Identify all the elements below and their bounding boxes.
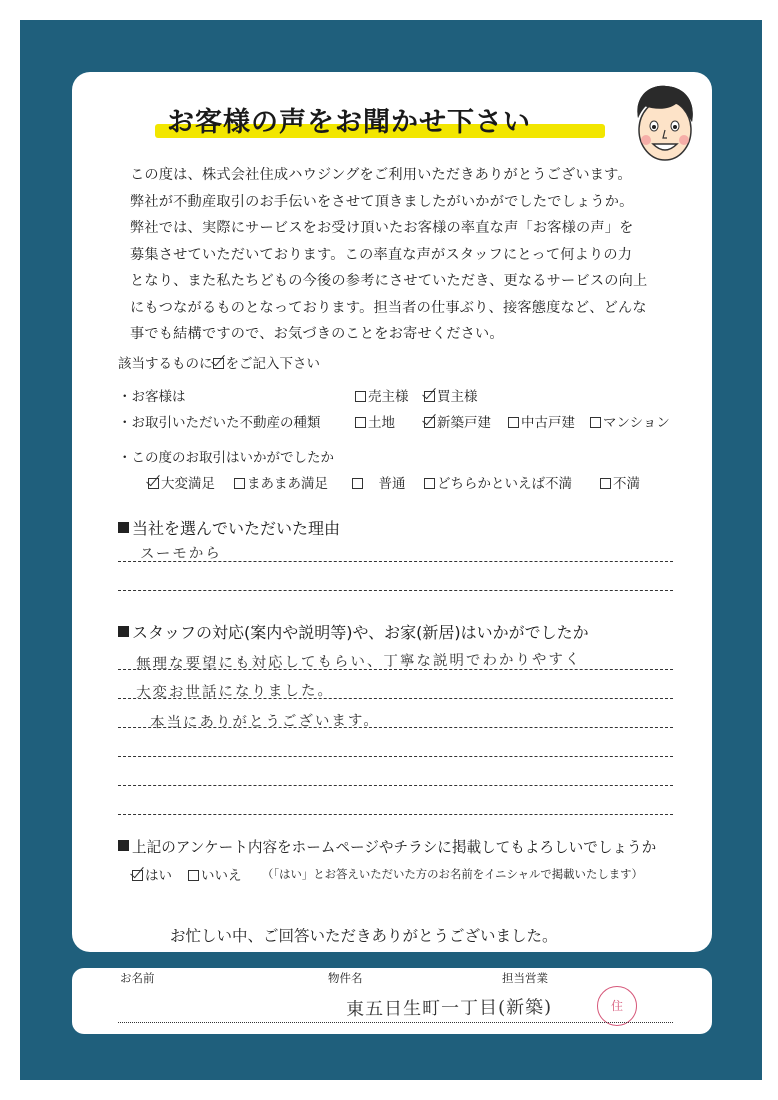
q3-heading xyxy=(118,836,656,857)
option-label: 新築戸建 xyxy=(437,415,491,431)
property-name-label: 物件名 xyxy=(328,971,363,985)
q2-answer-line3[interactable]: 本当にありがとうございます。 xyxy=(149,712,380,732)
answer-line xyxy=(118,814,673,815)
option-new-house[interactable] xyxy=(424,411,491,431)
checkbox-sample-icon xyxy=(213,358,224,369)
option-label: マンション xyxy=(603,415,670,431)
intro-line: 募集させていただいております。この率直な声がスタッフにとって何よりの力 xyxy=(130,246,633,263)
intro-line: 弊社では、実際にサービスをお受け頂いたお客様の率直な声「お客様の声」を xyxy=(130,220,634,236)
q3-heading-text: 上記のアンケート内容をホームページやチラシに掲載してもよろしいでしょうか xyxy=(132,839,657,856)
option-buyer[interactable] xyxy=(424,385,478,405)
closing-message: お忙しい中、ご回答いただきありがとうございました。 xyxy=(170,927,558,945)
q2-heading-text: スタッフの対応(案内や説明等)や、お家(新居)はいかがでしたか xyxy=(132,623,589,642)
q2-heading xyxy=(118,620,589,643)
option-label: いいえ xyxy=(201,868,242,884)
property-name-value[interactable]: 東五日生町一丁目(新築) xyxy=(345,996,553,1021)
intro-line: にもつながるものとなっております。担当者の仕事ぶり、接客態度など、どんな xyxy=(130,299,647,316)
answer-line xyxy=(118,756,673,757)
option-label: どちらかといえば不満 xyxy=(437,476,572,492)
instruction-text: 該当するものに xyxy=(118,356,213,372)
checkbox-icon[interactable] xyxy=(355,391,366,402)
option-used-house[interactable] xyxy=(508,411,575,431)
checkbox-icon[interactable] xyxy=(234,478,245,489)
option-label: 買主様 xyxy=(437,389,478,405)
intro-line: この度は、株式会社住成ハウジングをご利用いただきありがとうございます。 xyxy=(130,167,632,183)
checkbox-icon[interactable] xyxy=(600,478,611,489)
staff-face-icon xyxy=(628,82,700,164)
answer-line xyxy=(118,561,673,562)
option-label: 土地 xyxy=(368,415,395,431)
q1-heading xyxy=(118,516,340,539)
option-neutral[interactable] xyxy=(352,472,406,492)
q3-note: （「はい」とお答えいただいた方のお名前をイニシャルで掲載いたします） xyxy=(262,867,643,881)
answer-line xyxy=(118,669,673,670)
bullet-square-icon xyxy=(118,626,129,637)
answer-line xyxy=(118,698,673,699)
checkbox-icon[interactable] xyxy=(508,417,519,428)
option-label: 不満 xyxy=(613,476,640,492)
option-label: はい xyxy=(145,868,172,884)
checkbox-checked-icon[interactable] xyxy=(132,870,143,881)
check-instruction xyxy=(118,352,320,372)
checkbox-checked-icon[interactable] xyxy=(424,417,435,428)
footer-line xyxy=(118,1022,673,1023)
option-label: 売主様 xyxy=(368,389,409,405)
q2-answer-line2[interactable]: 大変お世話になりました。 xyxy=(135,682,335,702)
intro-line: 弊社が不動産取引のお手伝いをさせて頂きましたがいかがでしたでしょうか。 xyxy=(130,193,634,210)
intro-line: 事でも結構ですので、お気づきのことをお寄せください。 xyxy=(130,326,504,342)
option-dissatisfied[interactable] xyxy=(600,472,640,492)
checkbox-icon[interactable] xyxy=(424,478,435,489)
option-land[interactable] xyxy=(355,411,395,431)
page-title: お客様の声をお聞かせ下さい xyxy=(167,107,531,138)
option-label: まあまあ満足 xyxy=(247,476,328,492)
customer-label: ・お客様は xyxy=(118,389,186,405)
property-label: ・お取引いただいた不動産の種類 xyxy=(118,415,321,431)
intro-line: となり、また私たちどもの今後の参考にさせていただき、更なるサービスの向上 xyxy=(130,273,648,289)
option-mansion[interactable] xyxy=(590,411,670,431)
checkbox-icon[interactable] xyxy=(355,417,366,428)
q2-answer-line1[interactable]: 無理な要望にも対応してもらい、丁寧な説明でわかりやすく xyxy=(135,651,582,673)
option-no[interactable] xyxy=(188,864,242,884)
option-somewhat-dissatisfied[interactable] xyxy=(424,472,572,492)
option-label: 大変満足 xyxy=(161,476,215,492)
answer-line xyxy=(118,727,673,728)
option-somewhat-satisfied[interactable] xyxy=(234,472,328,492)
checkbox-checked-icon[interactable] xyxy=(424,391,435,402)
option-very-satisfied[interactable] xyxy=(148,472,215,492)
checkbox-checked-icon[interactable] xyxy=(148,478,159,489)
answer-line xyxy=(118,590,673,591)
answer-line xyxy=(118,785,673,786)
option-seller[interactable] xyxy=(355,385,409,405)
q1-answer[interactable]: スーモから xyxy=(139,545,222,563)
intro-text xyxy=(130,162,690,348)
option-label: 中古戸建 xyxy=(521,415,575,431)
checkbox-icon[interactable] xyxy=(188,870,199,881)
option-yes[interactable] xyxy=(132,864,172,884)
instruction-suffix: をご記入下さい xyxy=(225,356,320,372)
option-label: 普通 xyxy=(365,476,406,492)
bullet-square-icon xyxy=(118,840,129,851)
staff-label: 担当営業 xyxy=(502,971,548,985)
checkbox-icon[interactable] xyxy=(590,417,601,428)
name-label: お名前 xyxy=(120,971,155,985)
checkbox-icon[interactable] xyxy=(352,478,363,489)
satisfaction-label: ・この度のお取引はいかがでしたか xyxy=(118,450,334,466)
q1-heading-text: 当社を選んでいただいた理由 xyxy=(132,519,341,538)
staff-stamp: 住 xyxy=(597,986,637,1026)
title-block xyxy=(155,98,625,142)
bullet-square-icon xyxy=(118,522,129,533)
